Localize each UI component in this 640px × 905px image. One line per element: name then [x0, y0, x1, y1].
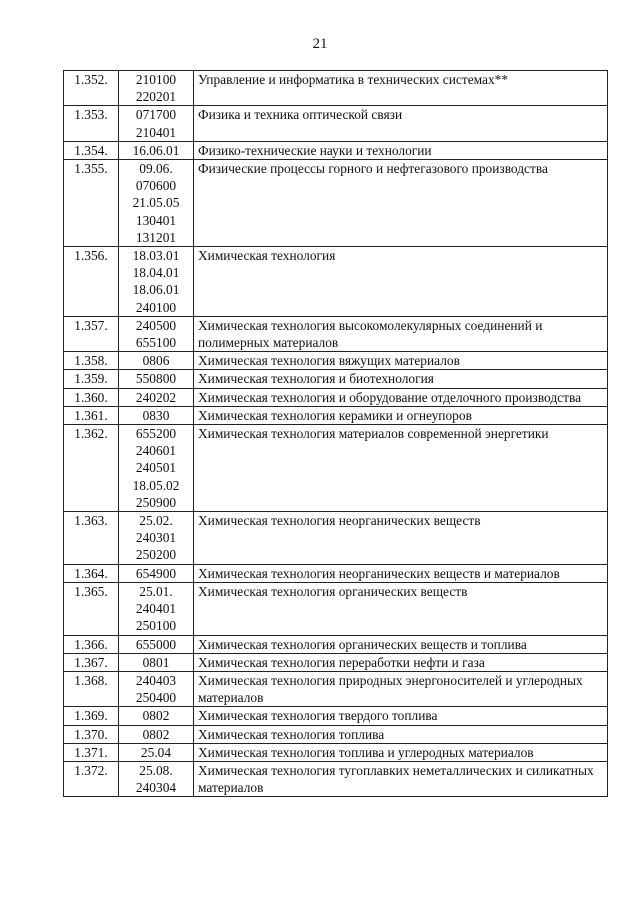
specialty-title: Химическая технология и биотехнология: [194, 370, 608, 388]
specialty-code: 18.04.01: [132, 265, 180, 281]
row-number: 1.354.: [64, 141, 119, 159]
specialty-title: Химическая технология тугоплавких неметаллических и силикатных материалов: [194, 761, 608, 796]
specialty-code: 0830: [142, 407, 170, 423]
specialty-code: 25.08.: [139, 762, 173, 778]
specialty-title: Химическая технология органических веществ: [194, 582, 608, 635]
specialty-codes: [119, 106, 194, 141]
row-number: 1.364.: [64, 564, 119, 582]
row-number: 1.359.: [64, 370, 119, 388]
specialty-code: 655000: [135, 636, 177, 652]
specialty-code: 655200: [135, 426, 177, 442]
specialty-title: Химическая технология переработки нефти и газа: [194, 653, 608, 671]
row-number: 1.361.: [64, 406, 119, 424]
row-number: 1.362.: [64, 425, 119, 512]
table-row: [64, 370, 608, 388]
specialty-code: 220201: [135, 89, 177, 105]
table-row: [64, 316, 608, 351]
specialty-code: 240100: [135, 299, 177, 315]
page-number: 21: [312, 36, 328, 52]
table-row: [64, 671, 608, 706]
table-row: [64, 635, 608, 653]
row-number: 1.360.: [64, 388, 119, 406]
table-row: [64, 106, 608, 141]
table-row: [64, 160, 608, 247]
specialty-code: 655100: [135, 335, 177, 351]
specialty-title: Химическая технология неорганических веществ: [194, 512, 608, 565]
specialty-codes: [119, 406, 194, 424]
table-row: [64, 743, 608, 761]
specialty-title: Химическая технология природных энергоносителей и углеродных материалов: [194, 671, 608, 706]
specialty-title: Химическая технология топлива и углеродных материалов: [194, 743, 608, 761]
specialty-codes: [119, 707, 194, 725]
row-number: 1.358.: [64, 352, 119, 370]
table-row: [64, 512, 608, 565]
specialty-codes: [119, 725, 194, 743]
specialty-codes: [119, 671, 194, 706]
specialty-title: Химическая технология: [194, 247, 608, 317]
specialty-code: 210100: [135, 72, 177, 87]
specialty-title: Химическая технология топлива: [194, 725, 608, 743]
specialty-code: 071700: [135, 107, 177, 123]
specialty-code: 250400: [135, 690, 177, 706]
row-number: 1.353.: [64, 106, 119, 141]
table-row: [64, 71, 608, 106]
row-number: 1.366.: [64, 635, 119, 653]
specialty-code: 250200: [135, 547, 177, 563]
specialty-code: 240403: [135, 672, 177, 688]
specialty-code: 240401: [135, 601, 177, 617]
specialty-code: 25.01.: [139, 583, 173, 599]
specialty-title: Химическая технология материалов современной энергетики: [194, 425, 608, 512]
specialty-code: 240501: [135, 460, 177, 476]
table-row: [64, 725, 608, 743]
specialty-codes: [119, 370, 194, 388]
table-row: [64, 388, 608, 406]
specialty-codes: [119, 141, 194, 159]
row-number: 1.367.: [64, 653, 119, 671]
table-row: [64, 247, 608, 317]
specialty-code: 131201: [135, 229, 177, 245]
row-number: 1.372.: [64, 761, 119, 796]
specialty-title: Физические процессы горного и нефтегазового производства: [194, 160, 608, 247]
specialty-code: 240500: [135, 317, 177, 333]
specialty-codes: [119, 635, 194, 653]
table-row: [64, 352, 608, 370]
specialty-title: Химическая технология твердого топлива: [194, 707, 608, 725]
specialty-code: 09.06.: [139, 161, 173, 177]
table-row: [64, 653, 608, 671]
specialty-codes: [119, 761, 194, 796]
specialty-codes: [119, 425, 194, 512]
specialty-title: Физика и техника оптической связи: [194, 106, 608, 141]
specialty-title: Химическая технология неорганических веществ и материалов: [194, 564, 608, 582]
table-row: [64, 582, 608, 635]
specialty-codes: [119, 247, 194, 317]
specialty-title: Управление и информатика в технических системах**: [194, 71, 608, 106]
specialty-title: Физико-технические науки и технологии: [194, 141, 608, 159]
specialty-codes: [119, 653, 194, 671]
specialty-code: 250900: [135, 494, 177, 510]
table-row: [64, 406, 608, 424]
specialty-code: 0801: [142, 654, 170, 670]
specialty-codes: [119, 160, 194, 247]
specialty-code: 550800: [135, 371, 177, 387]
row-number: 1.368.: [64, 671, 119, 706]
specialty-title: Химическая технология вяжущих материалов: [194, 352, 608, 370]
row-number: 1.363.: [64, 512, 119, 565]
specialty-title: Химическая технология керамики и огнеупоров: [194, 406, 608, 424]
table-row: [64, 141, 608, 159]
specialty-code: 0806: [142, 353, 170, 369]
table-row: [64, 564, 608, 582]
specialty-codes: [119, 582, 194, 635]
specialty-code: 18.03.01: [132, 248, 180, 264]
specialty-codes: [119, 388, 194, 406]
specialty-code: 240304: [135, 780, 177, 796]
row-number: 1.356.: [64, 247, 119, 317]
specialty-table: [63, 70, 608, 797]
specialty-title: Химическая технология высокомолекулярных соединений и полимерных материалов: [194, 316, 608, 351]
specialty-codes: [119, 512, 194, 565]
specialty-code: 0802: [142, 726, 170, 742]
table-row: [64, 707, 608, 725]
specialty-code: 240202: [135, 389, 177, 405]
specialty-code: 18.05.02: [132, 477, 180, 493]
specialty-codes: [119, 564, 194, 582]
specialty-title: Химическая технология органических веществ и топлива: [194, 635, 608, 653]
specialty-codes: [119, 352, 194, 370]
specialty-title: Химическая технология и оборудование отделочного производства: [194, 388, 608, 406]
specialty-code: 18.06.01: [132, 282, 180, 298]
row-number: 1.365.: [64, 582, 119, 635]
table-row: [64, 425, 608, 512]
table-row: [64, 761, 608, 796]
specialty-codes: [119, 743, 194, 761]
specialty-code: 21.05.05: [132, 195, 180, 211]
specialty-code: 240601: [135, 443, 177, 459]
specialty-code: 070600: [135, 178, 177, 194]
specialty-codes: [119, 71, 194, 106]
specialty-code: 130401: [135, 212, 177, 228]
row-number: 1.352.: [64, 71, 119, 106]
row-number: 1.355.: [64, 160, 119, 247]
specialty-code: 16.06.01: [132, 142, 180, 158]
row-number: 1.370.: [64, 725, 119, 743]
row-number: 1.371.: [64, 743, 119, 761]
row-number: 1.357.: [64, 316, 119, 351]
specialty-codes: [119, 316, 194, 351]
specialty-code: 240301: [135, 530, 177, 546]
specialty-code: 25.02.: [139, 513, 173, 529]
specialty-code: 25.04: [140, 744, 172, 760]
specialty-table-body: [64, 71, 608, 797]
specialty-code: 654900: [135, 565, 177, 581]
specialty-code: 250100: [135, 618, 177, 634]
row-number: 1.369.: [64, 707, 119, 725]
specialty-code: 210401: [135, 124, 177, 140]
specialty-code: 0802: [142, 708, 170, 724]
